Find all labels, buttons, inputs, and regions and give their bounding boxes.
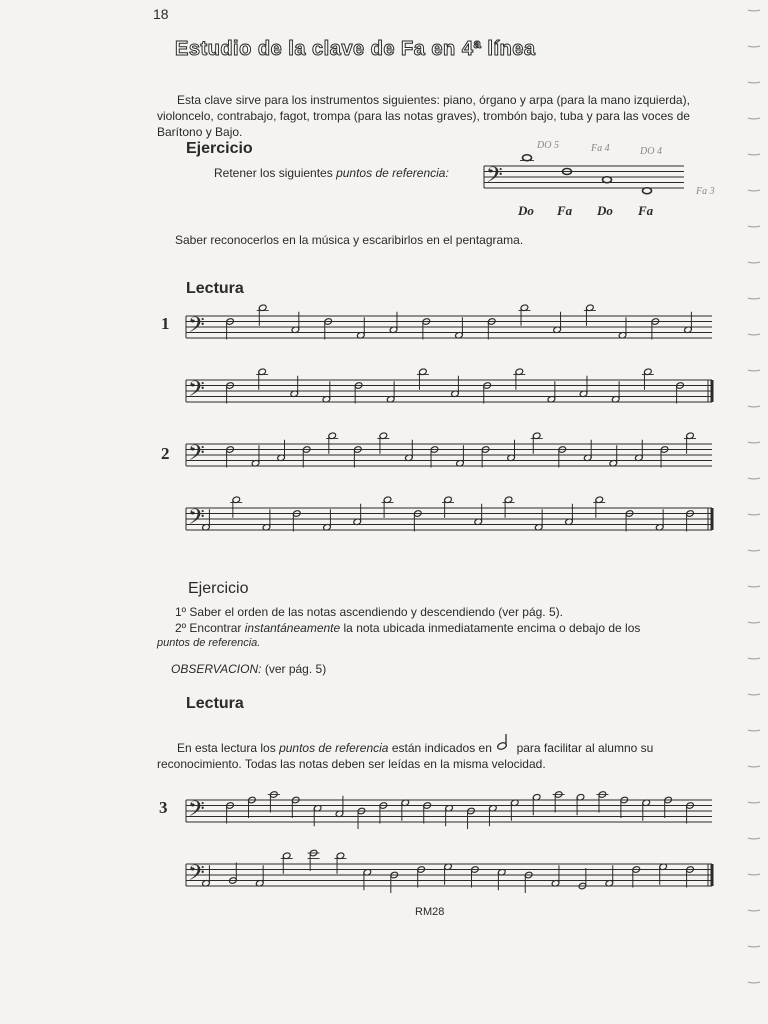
whole-note-2 xyxy=(603,177,612,183)
margin-mark xyxy=(748,946,760,947)
whole-note-3 xyxy=(643,188,652,194)
margin-mark xyxy=(748,82,760,83)
page-title: Estudio de la clave de Fa en 4ª línea xyxy=(175,38,536,60)
page-number: 18 xyxy=(153,6,169,22)
margin-mark xyxy=(748,298,760,299)
margin-mark xyxy=(748,514,760,515)
margin-mark xyxy=(748,118,760,119)
margin-mark xyxy=(748,802,760,803)
exercise-2-item-2-end: puntos de referencia. xyxy=(157,637,261,649)
bass-clef-icon: 𝄢 xyxy=(188,505,205,535)
exercise-number-1: 1 xyxy=(161,314,170,333)
margin-mark xyxy=(748,190,760,191)
reading-1-heading: Lectura xyxy=(186,280,244,297)
handwritten-note: DO 5 xyxy=(537,140,559,151)
ref-label-do-1: Do xyxy=(518,203,534,218)
bass-clef-icon: 𝄢 xyxy=(188,797,205,827)
exercise-number-3: 3 xyxy=(159,798,168,817)
margin-mark xyxy=(748,622,760,623)
exercise-1-heading: Ejercicio xyxy=(186,140,253,157)
margin-mark xyxy=(748,550,760,551)
reading-2-heading: Lectura xyxy=(186,695,244,712)
margin-mark xyxy=(748,982,760,983)
margin-mark xyxy=(748,478,760,479)
reading-2-emphasis: puntos de referencia xyxy=(279,741,389,755)
margin-mark xyxy=(748,766,760,767)
margin-mark xyxy=(748,370,760,371)
observation-text: (ver pág. 5) xyxy=(264,662,327,676)
margin-mark xyxy=(748,226,760,227)
item-2-text-b: la nota ubicada inmediatamente encima o debajo de los xyxy=(343,621,641,635)
margin-mark xyxy=(748,262,760,263)
intro-paragraph: Esta clave sirve para los instrumentos siguientes: piano, órgano y arpa (para la mano izquierda), violoncelo, contrabajo, fagot, trompa (para las notas graves), trombón bajo, tuba y para las voces de Barítono y Bajo. xyxy=(157,93,690,139)
margin-mark xyxy=(748,658,760,659)
margin-mark xyxy=(748,910,760,911)
margin-mark xyxy=(748,694,760,695)
margin-mark xyxy=(748,334,760,335)
margin-mark xyxy=(748,442,760,443)
handwritten-note: Fa 4 xyxy=(591,143,610,154)
reading-2-text-b: están indicados en xyxy=(391,741,492,755)
margin-mark xyxy=(748,586,760,587)
margin-mark xyxy=(748,46,760,47)
exercise-number-2: 2 xyxy=(161,444,170,463)
whole-note-0 xyxy=(523,155,532,161)
bass-clef-icon: 𝄢 xyxy=(188,377,205,407)
ref-label-fa-1: Fa xyxy=(557,203,573,218)
handwritten-note: DO 4 xyxy=(640,146,662,157)
margin-mark xyxy=(748,838,760,839)
instruction-prefix: Retener los siguientes xyxy=(214,166,333,180)
handwritten-margin-note: Fa 3 xyxy=(696,186,715,197)
item-2-emphasis: instantáneamente xyxy=(244,621,341,635)
bass-clef-icon: 𝄢 xyxy=(188,441,205,471)
margin-mark xyxy=(748,730,760,731)
margin-mark xyxy=(748,154,760,155)
exercise-2-item-1: 1º Saber el orden de las notas ascendiendo y descendiendo (ver pág. 5). xyxy=(175,605,563,619)
ref-label-do-2: Do xyxy=(597,203,613,218)
reading-2-text-c: para facilitar al alumno su reconocimiento. Todas las notas deben ser leídas en la misma velocidad. xyxy=(157,741,654,771)
margin-mark xyxy=(748,10,760,11)
bass-clef-icon: 𝄢 xyxy=(486,163,503,193)
margin-mark xyxy=(748,406,760,407)
exercise-1-task: Saber reconocerlos en la música y escaribirlos en el pentagrama. xyxy=(175,233,524,247)
exercise-2-heading: Ejercicio xyxy=(188,580,249,597)
margin-mark xyxy=(748,874,760,875)
bass-clef-icon: 𝄢 xyxy=(188,313,205,343)
bass-clef-icon: 𝄢 xyxy=(188,861,205,891)
item-2-text-a: 2º Encontrar xyxy=(175,621,242,635)
reading-2-text-a: En esta lectura los xyxy=(177,741,276,755)
observation-label: OBSERVACION: xyxy=(171,662,262,676)
instruction-emphasis: puntos de referencia: xyxy=(336,166,449,180)
ref-label-fa-2: Fa xyxy=(638,203,654,218)
footer-code: RM28 xyxy=(415,906,445,918)
